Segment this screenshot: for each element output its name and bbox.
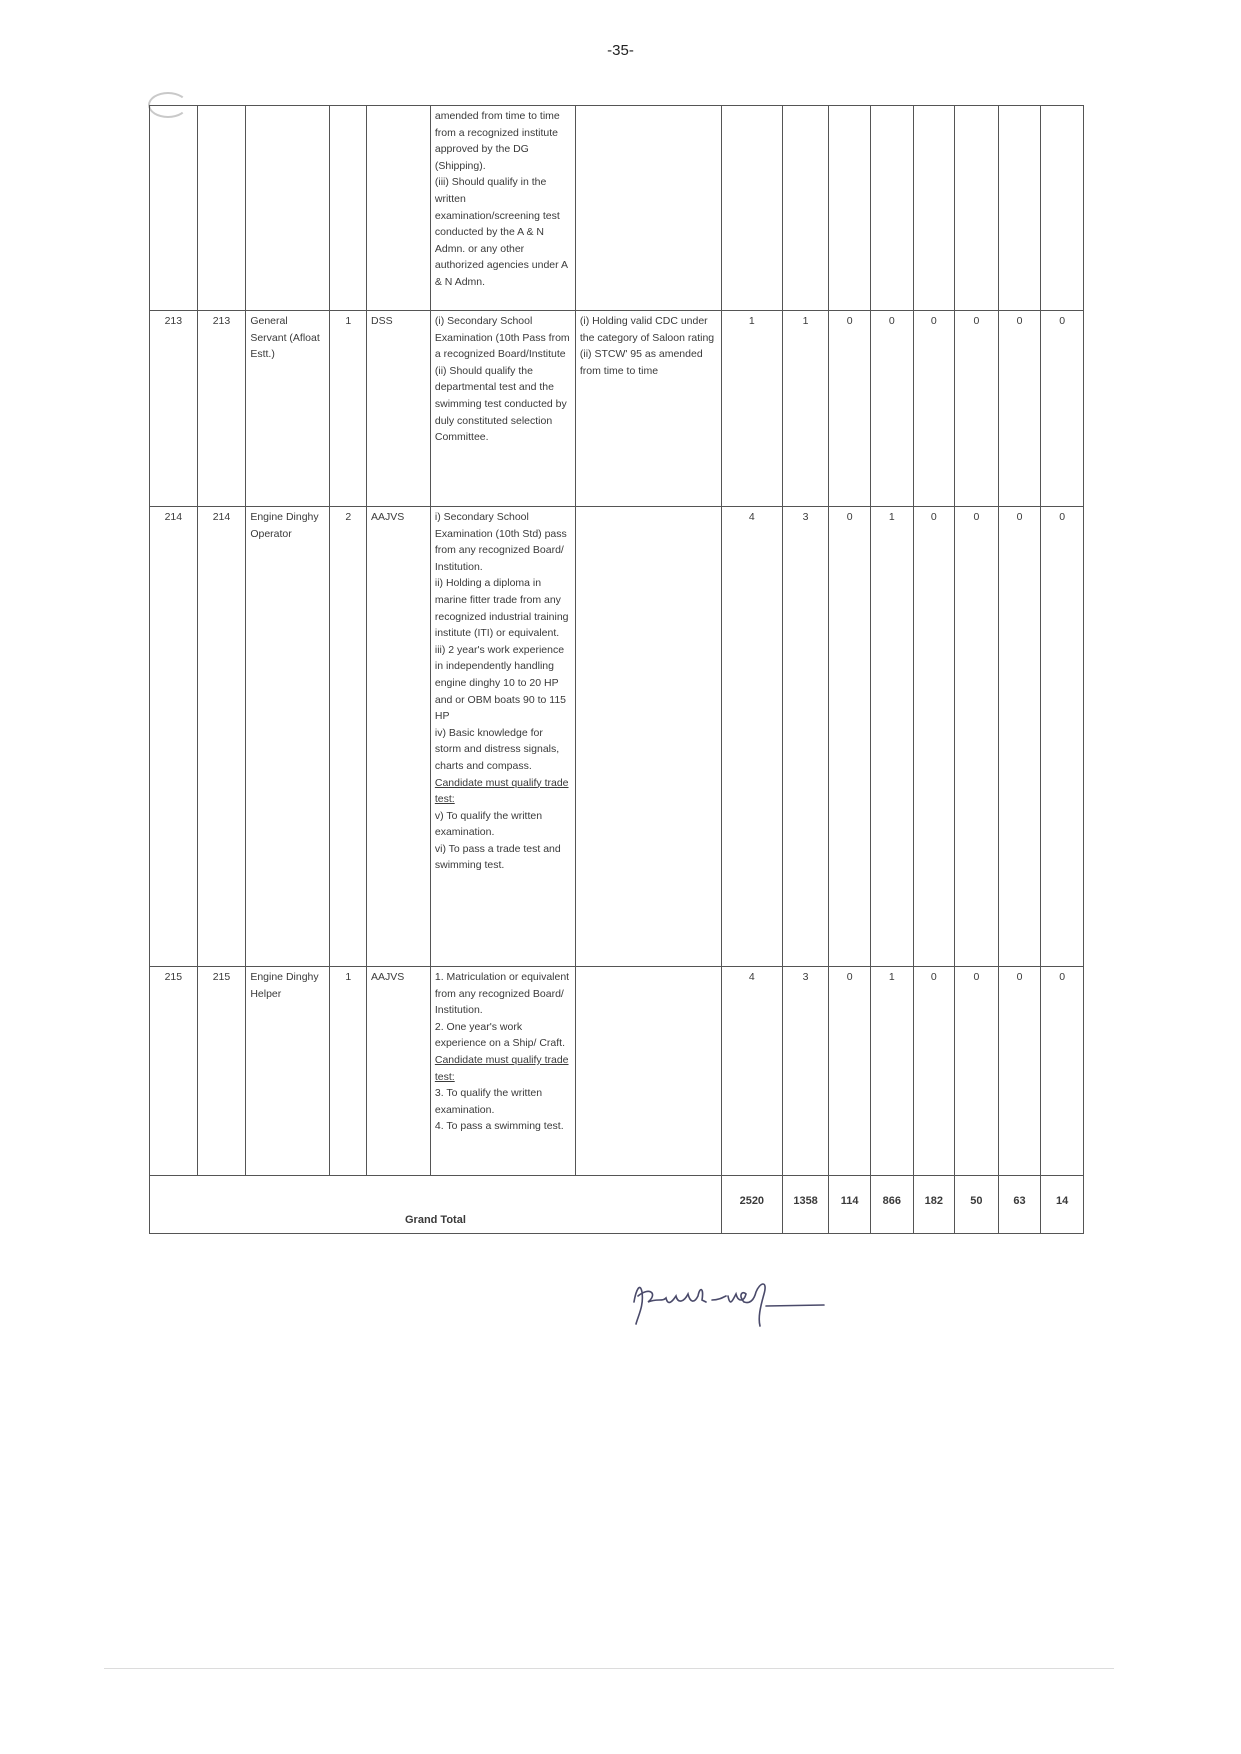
group-cell: DSS xyxy=(366,311,430,507)
group-cell xyxy=(366,106,430,311)
grand-total-cell: 50 xyxy=(955,1176,999,1234)
vacancy-count-cell xyxy=(829,106,871,311)
essential-qualification-cell xyxy=(430,507,575,967)
vacancy-count-cell xyxy=(721,106,782,311)
grand-total-cell: 114 xyxy=(829,1176,871,1234)
desirable-qualification-cell xyxy=(575,967,721,1176)
vacancy-count-cell: 0 xyxy=(913,507,955,967)
vacancy-count-cell: 0 xyxy=(1041,311,1084,507)
table-row xyxy=(150,507,1084,967)
table-row xyxy=(150,311,1084,507)
qualification-item: i) Secondary School Examination (10th Std) pass from any recognized Board/ Institution. xyxy=(434,511,567,573)
vacancy-count-cell: 0 xyxy=(955,507,999,967)
vacancy-count-cell: 0 xyxy=(829,967,871,1176)
sl-cell: 213 xyxy=(150,311,198,507)
vacancy-count-cell xyxy=(913,106,955,311)
grand-total-cell: 866 xyxy=(870,1176,913,1234)
post-name-cell: Engine Dinghy Operator xyxy=(246,507,330,967)
group-cell: AAJVS xyxy=(366,967,430,1176)
handwritten-signature xyxy=(628,1272,828,1332)
essential-qualification-cell xyxy=(430,967,575,1176)
vacancy-count-cell: 1 xyxy=(782,311,829,507)
desirable-item: (ii) STCW' 95 as amended from time to time xyxy=(579,348,703,377)
sl-cell xyxy=(150,106,198,311)
table-row xyxy=(150,106,1084,311)
code-cell xyxy=(197,106,246,311)
trade-test-heading: Candidate must qualify trade test: xyxy=(434,1053,569,1083)
post-name-cell xyxy=(246,106,330,311)
trade-test-item: 3. To qualify the written examination. xyxy=(434,1087,543,1116)
vacancy-count-cell: 1 xyxy=(870,507,913,967)
desirable-qualification-cell xyxy=(575,311,721,507)
code-cell: 215 xyxy=(197,967,246,1176)
sl-cell: 215 xyxy=(150,967,198,1176)
qualification-item: iv) Basic knowledge for storm and distress signals, charts and compass. xyxy=(434,726,560,772)
essential-qualification-cell xyxy=(430,311,575,507)
vacancy-count-cell: 0 xyxy=(913,967,955,1176)
vacancy-count-cell: 1 xyxy=(870,967,913,1176)
essential-qualification-cell xyxy=(430,106,575,311)
qualification-item: (i) Secondary School Examination (10th Pass from a recognized Board/Institute xyxy=(434,315,570,361)
desirable-qualification-cell xyxy=(575,507,721,967)
post-name-cell: General Servant (Afloat Estt.) xyxy=(246,311,330,507)
group-cell: AAJVS xyxy=(366,507,430,967)
trade-test-item: v) To qualify the written examination. xyxy=(434,809,543,839)
vacancy-count-cell: 0 xyxy=(955,967,999,1176)
vacancy-count-cell: 0 xyxy=(1041,967,1084,1176)
qualification-item: amended from time to time from a recognized institute approved by the DG (Shipping). xyxy=(434,110,560,172)
trade-test-item: vi) To pass a trade test and swimming test. xyxy=(434,842,561,872)
vacancy-count-cell: 3 xyxy=(782,967,829,1176)
desirable-qualification-cell xyxy=(575,106,721,311)
vacancy-count-cell: 0 xyxy=(998,967,1041,1176)
vacancy-count-cell: 0 xyxy=(998,507,1041,967)
vacancy-count-cell: 4 xyxy=(721,967,782,1176)
grand-total-cell: 1358 xyxy=(782,1176,829,1234)
post-count-cell: 1 xyxy=(330,967,367,1176)
vacancy-count-cell: 0 xyxy=(955,311,999,507)
vacancy-count-cell: 0 xyxy=(998,311,1041,507)
grand-total-label: Grand Total xyxy=(150,1176,722,1234)
vacancy-count-cell xyxy=(998,106,1041,311)
vacancy-count-cell: 0 xyxy=(829,507,871,967)
grand-total-row xyxy=(150,1176,1084,1234)
vacancy-count-cell: 3 xyxy=(782,507,829,967)
qualification-item: ii) Holding a diploma in marine fitter trade from any recognized industrial training institute (ITI) or equivalent. xyxy=(434,577,569,640)
qualification-item: (iii) Should qualify in the written examination/screening test conducted by the A & N Admn. or any other authorized agencies under A & N Admn. xyxy=(434,176,568,288)
post-name-cell: Engine Dinghy Helper xyxy=(246,967,330,1176)
vacancy-count-cell: 0 xyxy=(913,311,955,507)
vacancy-count-cell: 0 xyxy=(870,311,913,507)
desirable-item: (i) Holding valid CDC under the category of Saloon rating xyxy=(579,315,715,344)
grand-total-cell: 14 xyxy=(1041,1176,1084,1234)
trade-test-heading: Candidate must qualify trade test: xyxy=(434,776,569,806)
table-row xyxy=(150,967,1084,1176)
vacancy-count-cell xyxy=(1041,106,1084,311)
sl-cell: 214 xyxy=(150,507,198,967)
post-count-cell: 1 xyxy=(330,311,367,507)
vacancy-count-cell xyxy=(782,106,829,311)
qualification-item: 2. One year's work experience on a Ship/ Craft. xyxy=(434,1020,566,1050)
code-cell: 214 xyxy=(197,507,246,967)
page-number: -35- xyxy=(607,42,634,59)
vacancy-count-cell: 1 xyxy=(721,311,782,507)
vacancy-count-cell: 0 xyxy=(829,311,871,507)
grand-total-cell: 182 xyxy=(913,1176,955,1234)
post-count-cell xyxy=(330,106,367,311)
qualification-item: iii) 2 year's work experience in independently handling engine dinghy 10 to 20 HP and or OBM boats 90 to 115 HP xyxy=(434,643,566,723)
post-count-cell: 2 xyxy=(330,507,367,967)
recruitment-table xyxy=(149,105,1084,1234)
grand-total-cell: 2520 xyxy=(721,1176,782,1234)
grand-total-cell: 63 xyxy=(998,1176,1041,1234)
vacancy-count-cell xyxy=(870,106,913,311)
page-edge-line xyxy=(104,1668,1114,1669)
qualification-item: 1. Matriculation or equivalent from any recognized Board/ Institution. xyxy=(434,971,570,1017)
qualification-item: (ii) Should qualify the departmental test and the swimming test conducted by duly constituted selection Committee. xyxy=(434,364,567,444)
vacancy-count-cell: 0 xyxy=(1041,507,1084,967)
code-cell: 213 xyxy=(197,311,246,507)
vacancy-count-cell: 4 xyxy=(721,507,782,967)
vacancy-count-cell xyxy=(955,106,999,311)
trade-test-item: 4. To pass a swimming test. xyxy=(434,1120,564,1133)
